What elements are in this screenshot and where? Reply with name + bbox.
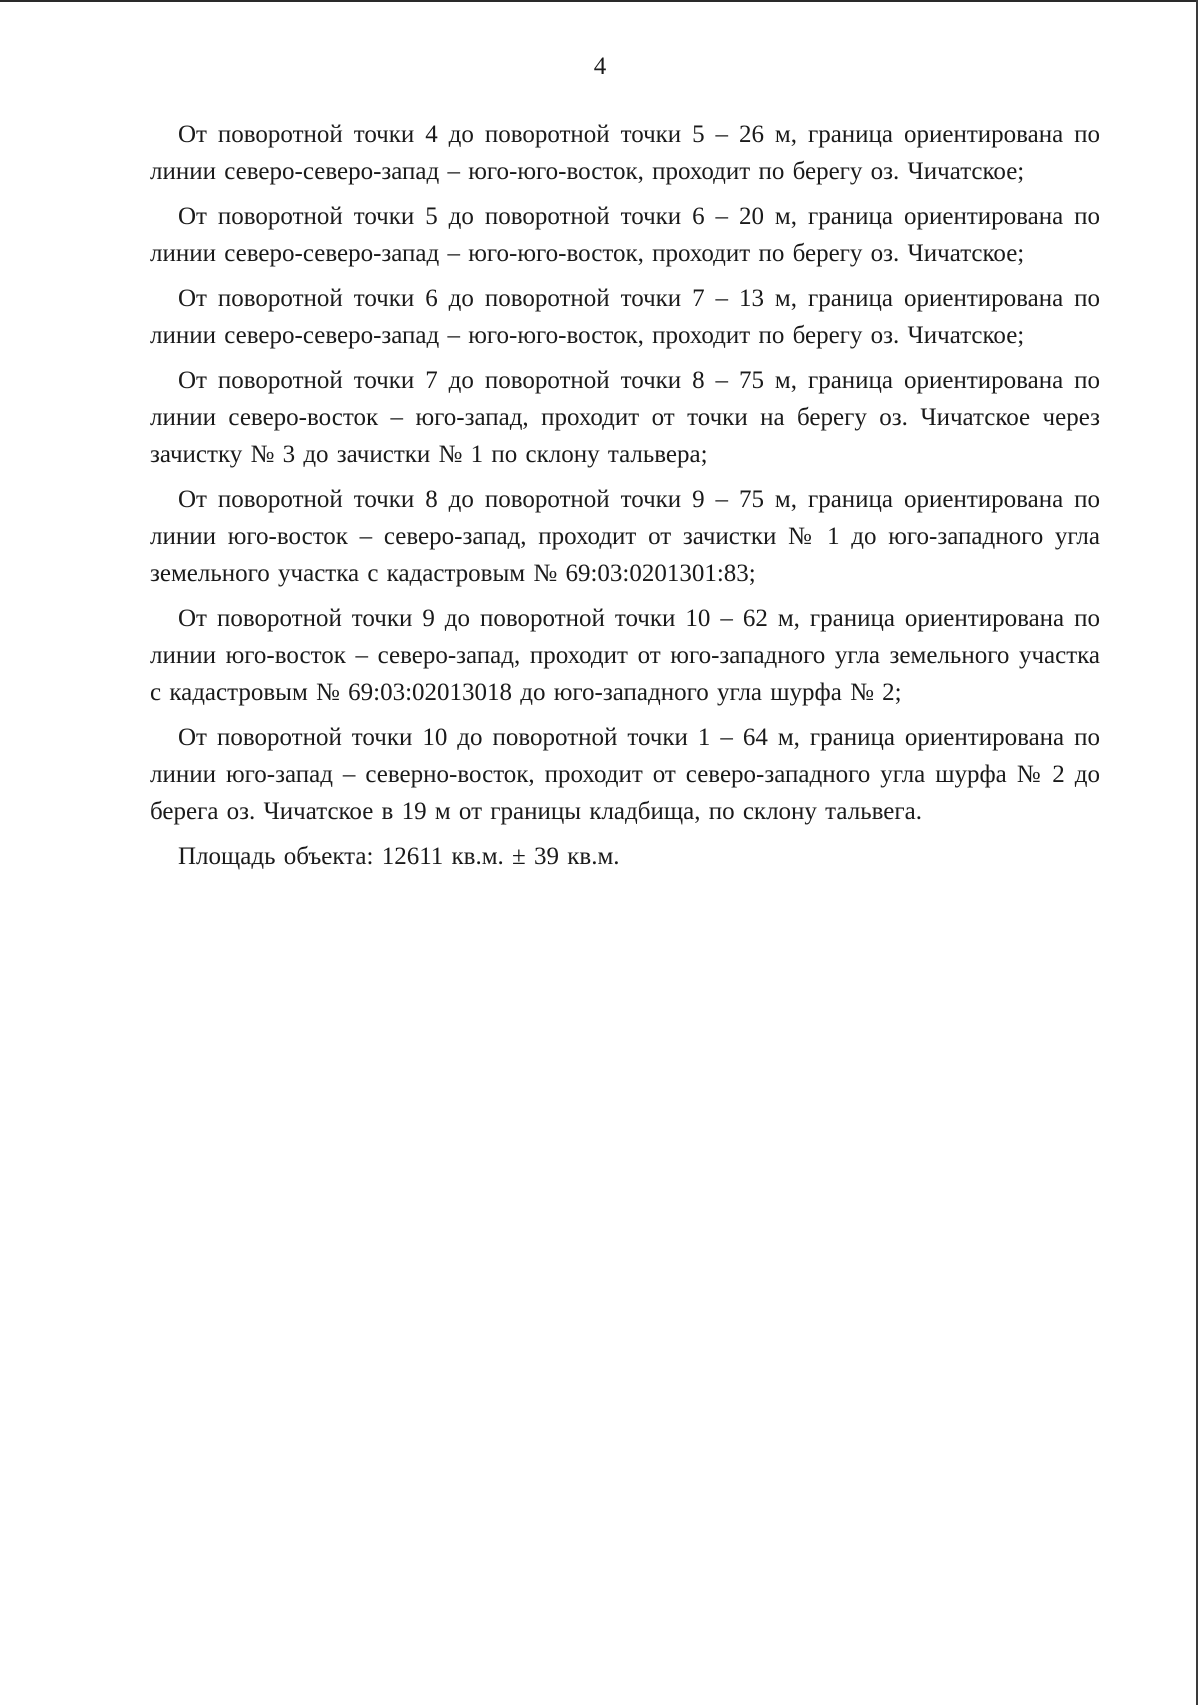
document-body [150,116,1100,883]
paragraph-point-6-7: От поворотной точки 6 до поворотной точки 7 – 13 м, граница ориентирована по линии северо-северо-запад – юго-юго-восток, проходит по берегу оз. Чичатское; [150,285,1100,349]
area-statement: Площадь объекта: 12611 кв.м. ± 39 кв.м. [178,843,620,870]
scan-border-right [1196,0,1198,1705]
paragraph-point-10-1: От поворотной точки 10 до поворотной точки 1 – 64 м, граница ориентирована по линии юго-запад – северно-восток, проходит от северо-западного угла шурфа № 2 до берега оз. Чичатское в 19 м от границы кладбища, по склону тальвега. [150,724,1100,825]
paragraph-point-8-9: От поворотной точки 8 до поворотной точки 9 – 75 м, граница ориентирована по линии юго-восток – северо-запад, проходит от зачистки № 1 до юго-западного угла земельного участка с кадастровым № 69:03:0201301:83; [150,486,1100,587]
paragraph-point-5-6: От поворотной точки 5 до поворотной точки 6 – 20 м, граница ориентирована по линии северо-северо-запад – юго-юго-восток, проходит по берегу оз. Чичатское; [150,203,1100,267]
page-number: 4 [593,53,607,80]
paragraph-point-4-5: От поворотной точки 4 до поворотной точки 5 – 26 м, граница ориентирована по линии северо-северо-запад – юго-юго-восток, проходит по берегу оз. Чичатское; [150,121,1100,185]
paragraph-point-7-8: От поворотной точки 7 до поворотной точки 8 – 75 м, граница ориентирована по линии северо-восток – юго-запад, проходит от точки на берегу оз. Чичатское через зачистку № 3 до зачистки № 1 по склону тальвера; [150,367,1100,468]
scan-border-top [0,0,1196,2]
paragraph-point-9-10: От поворотной точки 9 до поворотной точки 10 – 62 м, граница ориентирована по линии юго-восток – северо-запад, проходит от юго-западного угла земельного участка с кадастровым № 69:03:02013018 до юго-западного угла шурфа № 2; [150,605,1100,706]
